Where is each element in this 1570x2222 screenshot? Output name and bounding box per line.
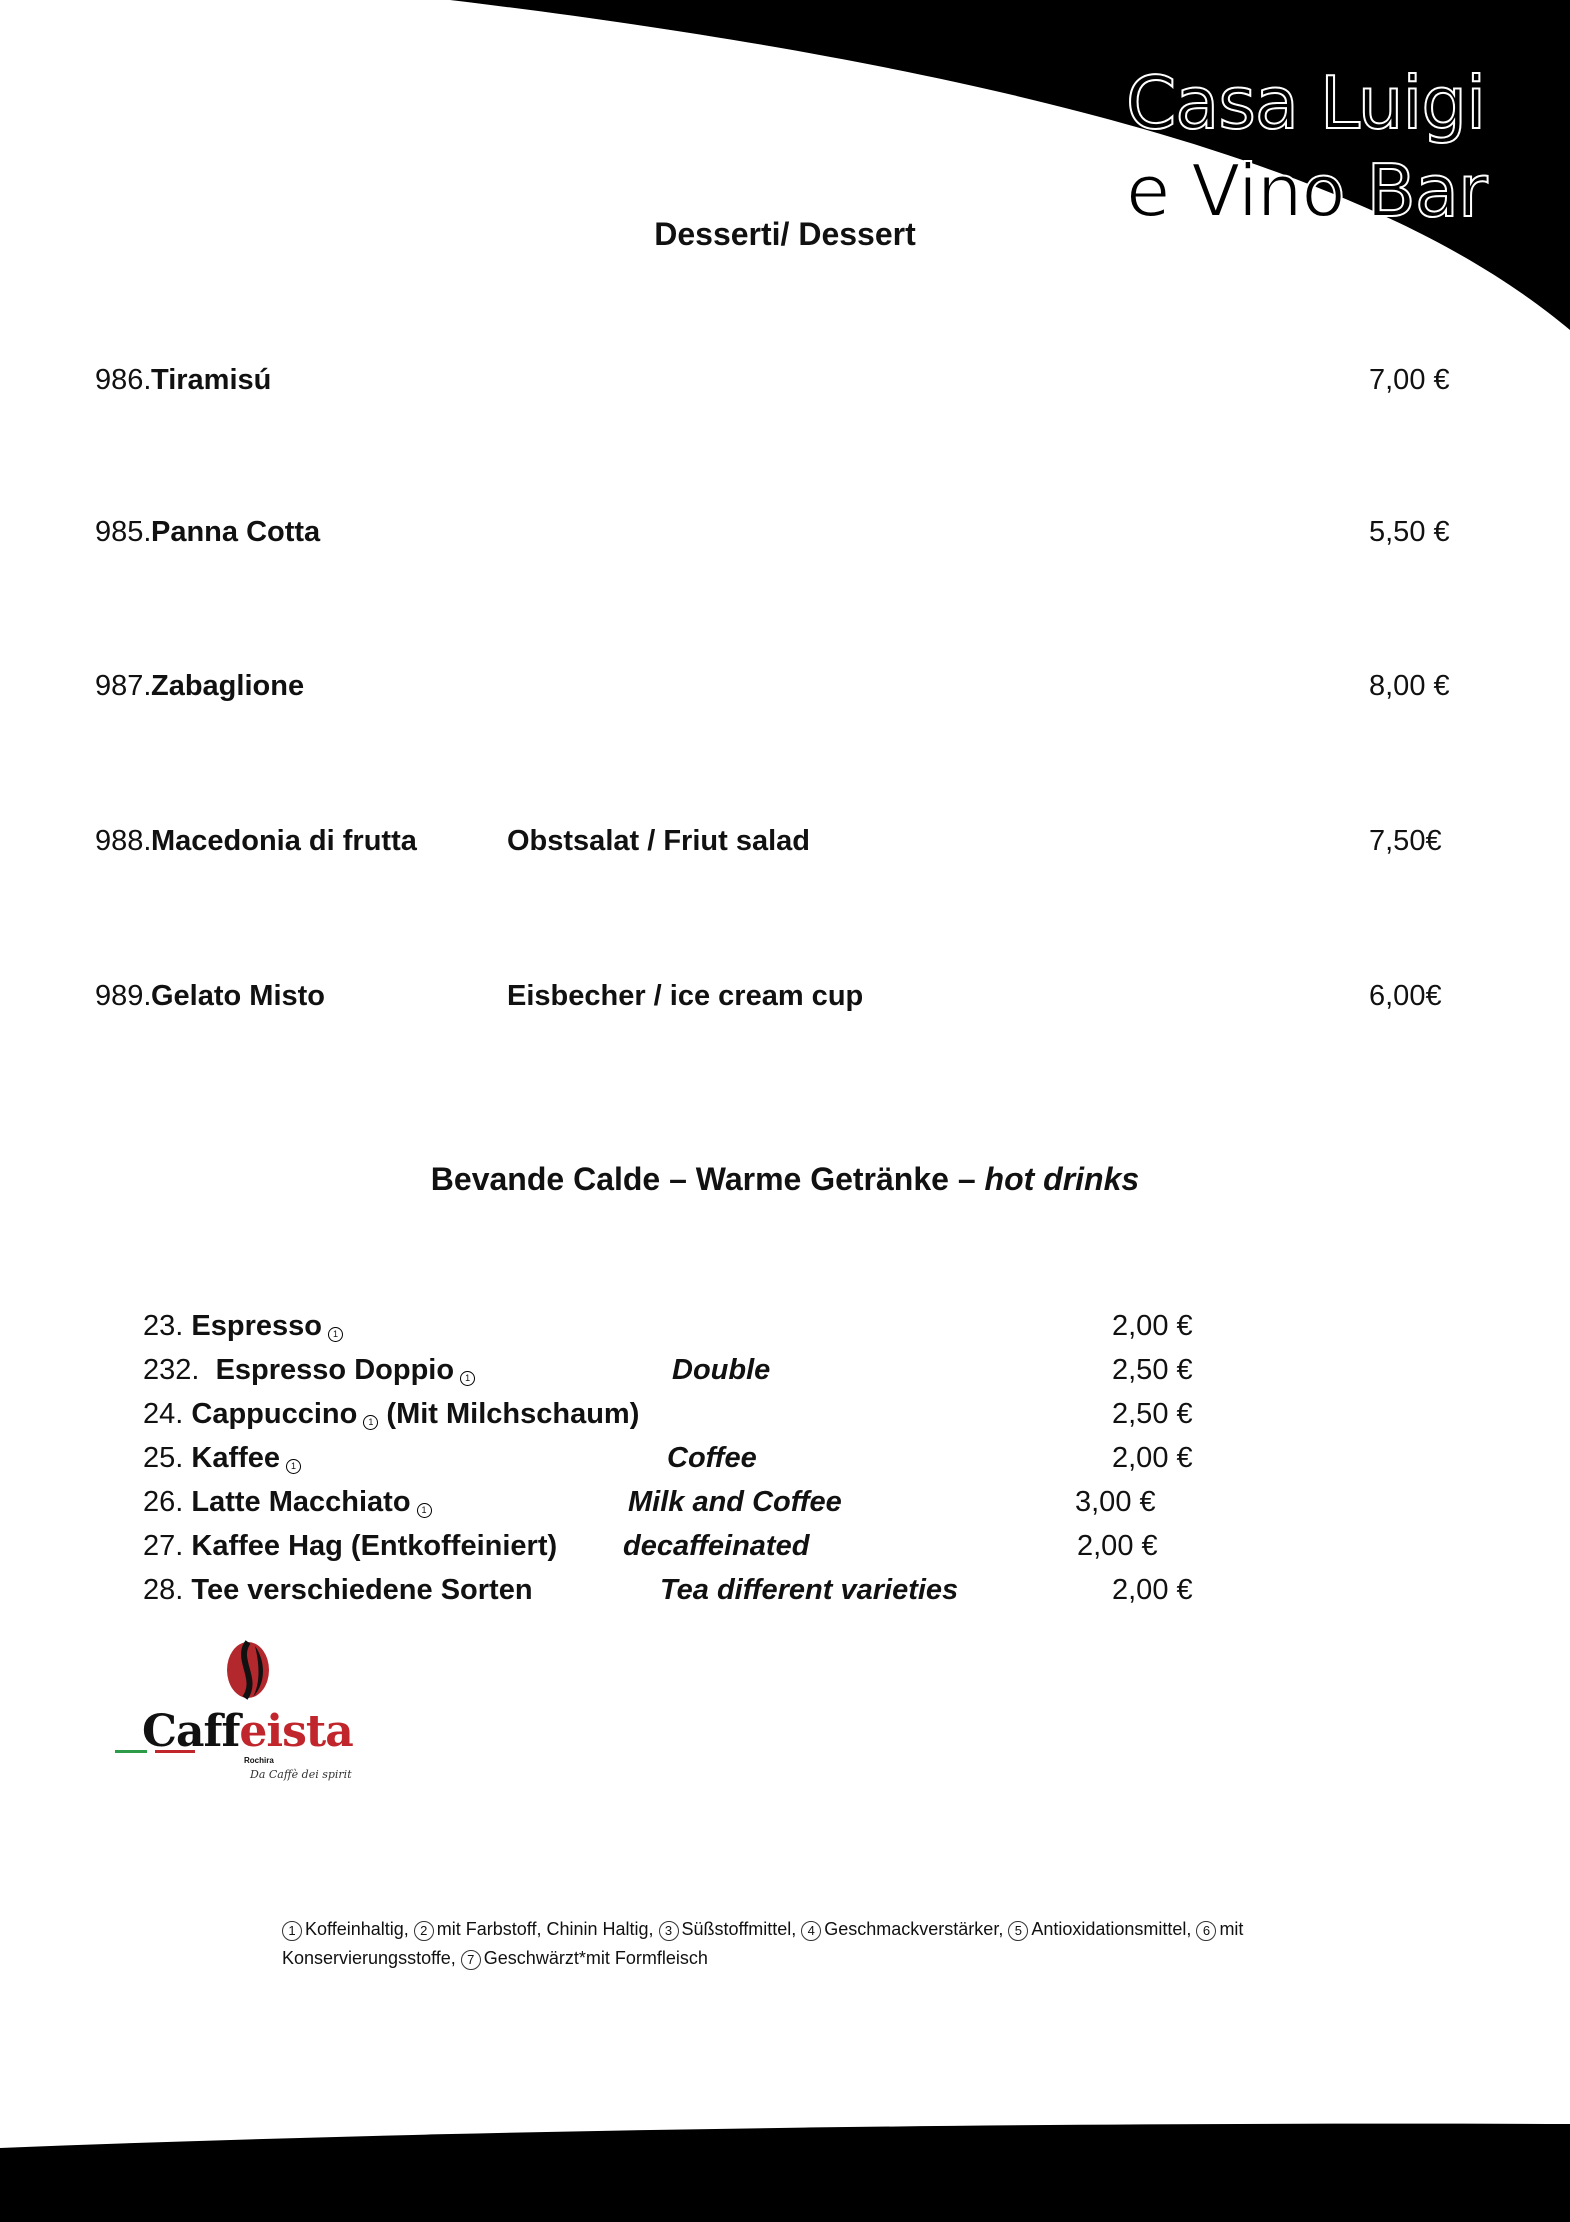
additive-mark-icon: 1 [328, 1327, 343, 1342]
drink-number: 27. [143, 1530, 184, 1562]
drink-extra: (Mit Milchschaum) [386, 1398, 640, 1430]
dessert-name: Macedonia di frutta [151, 825, 417, 857]
dessert-number: 985. [95, 516, 152, 548]
dessert-number: 987. [95, 670, 152, 702]
drink-price: 2,00 € [1112, 1574, 1193, 1606]
dessert-name: Zabaglione [151, 670, 305, 702]
dessert-name: Panna Cotta [151, 516, 321, 548]
drink-number: 26. [143, 1486, 184, 1518]
dessert-number: 989. [95, 980, 152, 1012]
drink-price: 2,00 € [1112, 1442, 1193, 1474]
drink-name: Kaffee Hag (Entkoffeiniert) [191, 1530, 558, 1562]
drink-number: 24. [143, 1398, 184, 1430]
footnote-3: Süßstoffmittel, [681, 1919, 797, 1939]
dessert-price: 7,00 € [1369, 364, 1450, 396]
dessert-number: 988. [95, 825, 152, 857]
footnote-2: mit Farbstoff, Chinin Haltig, [436, 1919, 654, 1939]
dessert-section-title: Desserti/ Dessert [654, 216, 916, 252]
drink-name: Kaffee [191, 1442, 281, 1474]
dessert-name: Gelato Misto [151, 980, 326, 1012]
drink-english-name: Milk and Coffee [628, 1486, 842, 1518]
hot-drinks-title-italic: hot drinks [984, 1161, 1140, 1197]
logo-script-text: Da Caffè dei spirit [250, 1768, 352, 1781]
drink-number: 23. [143, 1310, 184, 1342]
drink-name: Espresso Doppio [215, 1354, 455, 1386]
drink-english-name: Double [672, 1354, 771, 1386]
drink-price: 3,00 € [1075, 1486, 1156, 1518]
footnote-6: mit Konservierungsstoffe, [282, 1919, 1244, 1968]
dessert-description: Eisbecher / ice cream cup [507, 980, 864, 1012]
footnote-5: Antioxidationsmittel, [1031, 1919, 1192, 1939]
drink-name: Tee verschiedene Sorten [191, 1574, 533, 1606]
drink-price: 2,50 € [1112, 1398, 1193, 1430]
footnote-1: Koffeinhaltig, [305, 1919, 409, 1939]
brand-line-1: Casa Luigi [1126, 61, 1486, 145]
footnote-3-icon: 3 [659, 1921, 679, 1941]
drink-number: 25. [143, 1442, 184, 1474]
drink-price: 2,50 € [1112, 1354, 1193, 1386]
dessert-description: Obstsalat / Friut salad [507, 825, 810, 857]
logo-wordmark: Caffeista [142, 1706, 353, 1757]
footnote-4: Geschmackverstärker, [824, 1919, 1004, 1939]
dessert-number: 986. [95, 364, 152, 396]
drink-name: Cappuccino [191, 1398, 358, 1430]
caffeista-logo [110, 1640, 360, 1790]
drink-number: 28. [143, 1574, 184, 1606]
hot-drinks-title-main: Bevande Calde – Warme Getränke – [430, 1161, 985, 1197]
drink-english-name: Tea different varieties [660, 1574, 959, 1606]
footnote-6-icon: 6 [1196, 1921, 1216, 1941]
footnote-5-icon: 5 [1008, 1921, 1028, 1941]
footer-band-decoration [0, 2120, 1570, 2222]
drink-price: 2,00 € [1077, 1530, 1158, 1562]
footnote-2-icon: 2 [414, 1921, 434, 1941]
additive-mark-icon: 1 [460, 1371, 475, 1386]
footnote-7: Geschwärzt*mit Formfleisch [483, 1948, 708, 1968]
additive-mark-icon: 1 [363, 1415, 378, 1430]
drink-english-name: decaffeinated [623, 1530, 810, 1562]
dessert-price: 6,00€ [1369, 980, 1442, 1012]
drink-name: Espresso [191, 1310, 322, 1342]
footnote-4-icon: 4 [801, 1921, 821, 1941]
dessert-price: 7,50€ [1369, 825, 1442, 857]
drink-price: 2,00 € [1112, 1310, 1193, 1342]
drink-english-name: Coffee [667, 1442, 757, 1474]
coffee-bean-icon [225, 1640, 271, 1700]
footnote-7-icon: 7 [461, 1950, 481, 1970]
dessert-price: 5,50 € [1369, 516, 1450, 548]
drink-number: 232. [143, 1354, 200, 1386]
additive-mark-icon: 1 [286, 1459, 301, 1474]
drink-name: Latte Macchiato [191, 1486, 411, 1518]
dessert-name: Tiramisú [151, 364, 272, 396]
additive-mark-icon: 1 [417, 1503, 432, 1518]
footnote-1-icon: 1 [282, 1921, 302, 1941]
dessert-price: 8,00 € [1369, 670, 1450, 702]
allergen-footnotes [282, 1915, 1412, 1973]
brand-line-2: e Vino Bar [1126, 149, 1487, 233]
logo-subtext: Rochira [244, 1756, 274, 1765]
hot-drinks-section-title [0, 1161, 1570, 1198]
